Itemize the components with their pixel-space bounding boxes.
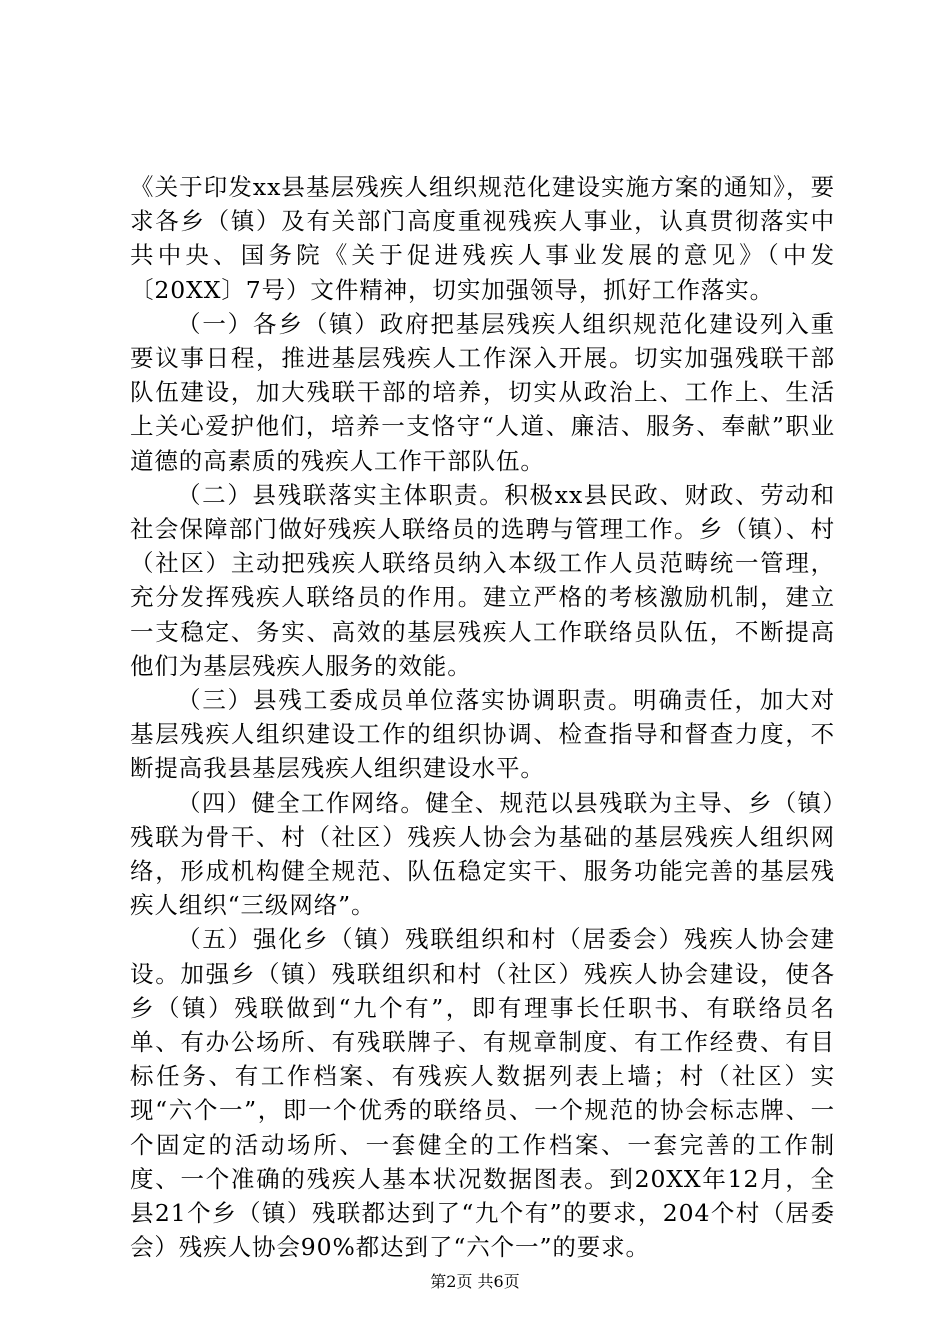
paragraph-continuation: 《关于印发xx县基层残疾人组织规范化建设实施方案的通知》，要求各乡（镇）及有关部门高度重视残疾人事业，认真贯彻落实中共中央、国务院《关于促进残疾人事业发展的意见》（中发〔20XX〕7号）文件精神，切实加强领导，抓好工作落实。 <box>130 173 835 304</box>
paragraph-section-4: （四）健全工作网络。健全、规范以县残联为主导、乡（镇）残联为骨干、村（社区）残疾人协会为基础的基层残疾人组织网络，形成机构健全规范、队伍稳定实干、服务功能完善的基层残疾人组织“三级网络”。 <box>130 788 835 920</box>
paragraph-section-5: （五）强化乡（镇）残联组织和村（居委会）残疾人协会建设。加强乡（镇）残联组织和村（社区）残疾人协会建设，使各乡（镇）残联做到“九个有”，即有理事长任职书、有联络员名单、有办公场所、有残联牌子、有规章制度、有工作经费、有目标任务、有工作档案、有残疾人数据列表上墙；村（社区）实现“六个一”，即一个优秀的联络员、一个规范的协会标志牌、一个固定的活动场所、一套健全的工作档案、一套完善的工作制度、一个准确的残疾人基本状况数据图表。到20XX年12月，全县21个乡（镇）残联都达到了“九个有”的要求，204个村（居委会）残疾人协会90%都达到了“六个一”的要求。 <box>130 925 835 1262</box>
paragraph-section-3: （三）县残工委成员单位落实协调职责。明确责任，加大对基层残疾人组织建设工作的组织协调、检查指导和督查力度，不断提高我县基层残疾人组织建设水平。 <box>130 686 835 783</box>
page-number-footer: 第2页 共6页 <box>430 1272 520 1291</box>
document-body <box>130 170 835 1265</box>
paragraph-section-2: （二）县残联落实主体职责。积极xx县民政、财政、劳动和社会保障部门做好残疾人联络员的选聘与管理工作。乡（镇）、村（社区）主动把残疾人联络员纳入本级工作人员范畴统一管理，充分发挥残疾人联络员的作用。建立严格的考核激励机制，建立一支稳定、务实、高效的基层残疾人工作联络员队伍，不断提高他们为基层残疾人服务的效能。 <box>130 480 835 680</box>
paragraph-section-1: （一）各乡（镇）政府把基层残疾人组织规范化建设列入重要议事日程，推进基层残疾人工作深入开展。切实加强残联干部队伍建设，加大残联干部的培养，切实从政治上、工作上、生活上关心爱护他们，培养一支恪守“人道、廉洁、服务、奉献”职业道德的高素质的残疾人工作干部队伍。 <box>130 309 835 475</box>
